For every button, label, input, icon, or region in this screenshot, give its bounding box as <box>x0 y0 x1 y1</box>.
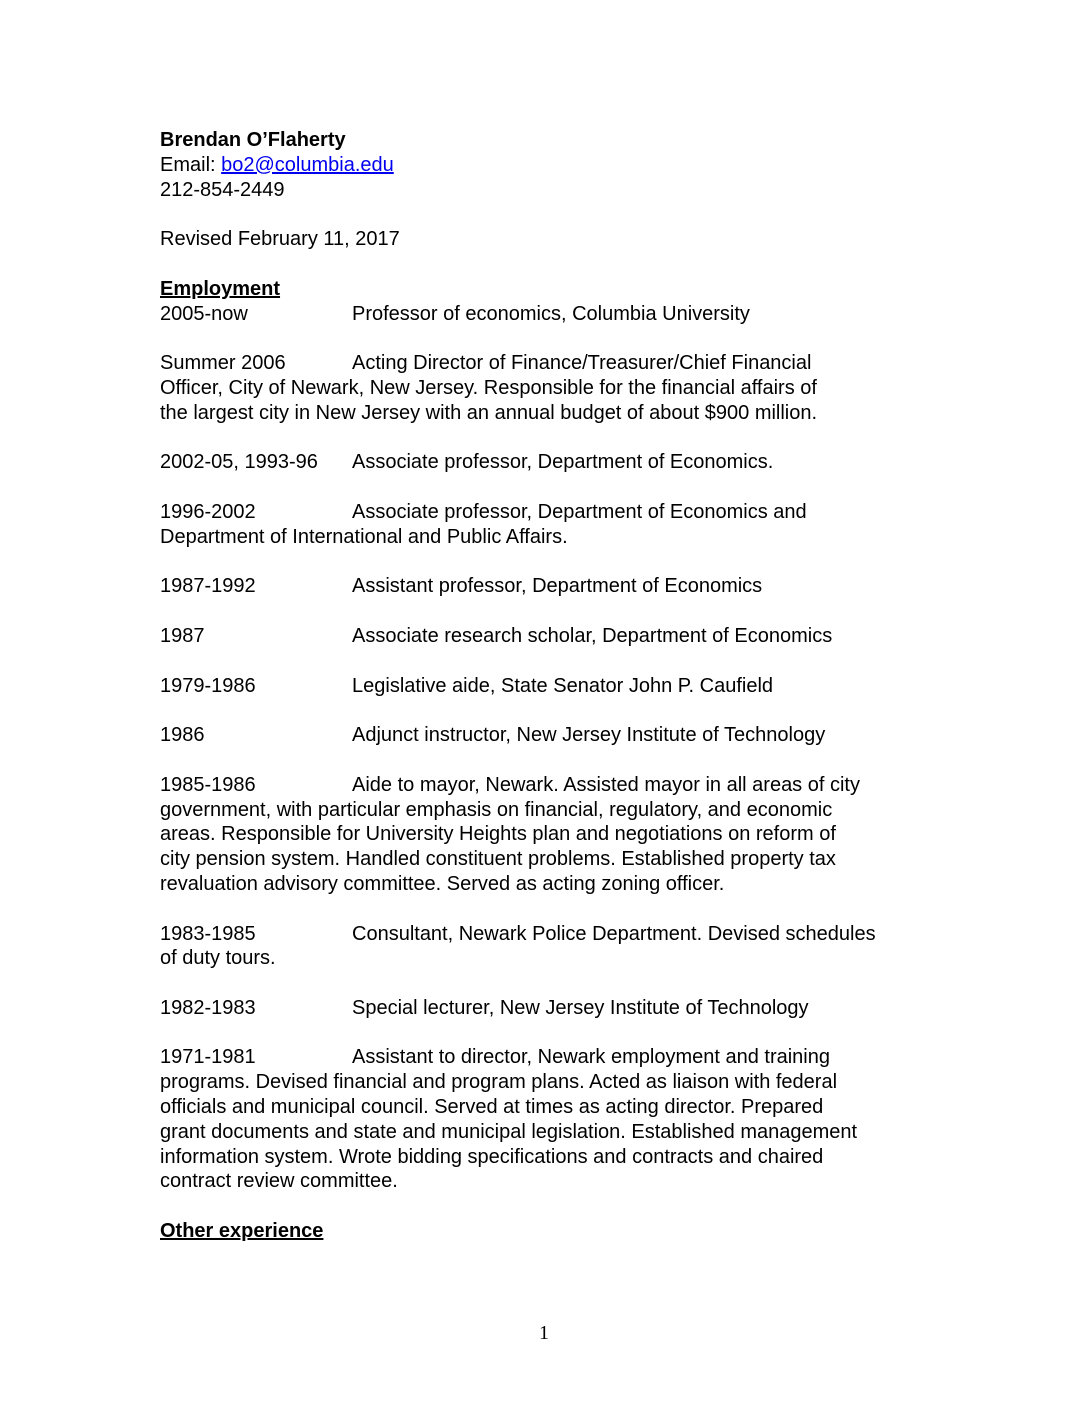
employment-entry <box>160 674 930 699</box>
spacer <box>160 971 930 996</box>
employment-entry <box>160 450 930 475</box>
spacer <box>160 649 930 674</box>
spacer <box>160 475 930 500</box>
email-line <box>160 153 930 178</box>
spacer <box>160 698 930 723</box>
employment-date: 1987 <box>160 624 205 647</box>
spacer <box>160 550 930 575</box>
employment-description: areas. Responsible for University Heights plan and negotiations on reform of <box>160 823 836 846</box>
employment-entry <box>160 996 930 1021</box>
employment-description: Legislative aide, State Senator John P. Caufield <box>352 674 774 697</box>
employment-entry <box>160 723 930 748</box>
employment-description: Adjunct instructor, New Jersey Institute of Technology <box>352 724 826 747</box>
employment-entry <box>160 1045 930 1194</box>
employment-date: 1987-1992 <box>160 575 256 598</box>
employment-entry-continuation <box>160 1169 930 1194</box>
employment-description: programs. Devised financial and program plans. Acted as liaison with federal <box>160 1071 838 1094</box>
revised-date: Revised February 11, 2017 <box>160 228 400 251</box>
employment-entry-continuation <box>160 1095 930 1120</box>
spacer <box>160 252 930 277</box>
employment-entry-first-line <box>160 302 930 327</box>
employment-list <box>160 302 930 1219</box>
employment-entry-continuation <box>160 946 930 971</box>
employment-date: 1996-2002 <box>160 500 256 523</box>
employment-date: 1971-1981 <box>160 1046 256 1069</box>
employment-entry-continuation <box>160 376 930 401</box>
employment-date: 1982-1983 <box>160 996 256 1019</box>
employment-date: 1983-1985 <box>160 922 256 945</box>
employment-description: Associate professor, Department of Economics and <box>352 500 807 523</box>
spacer <box>160 1021 930 1046</box>
employment-entry-continuation <box>160 847 930 872</box>
employment-entry-first-line <box>160 922 930 947</box>
spacer <box>160 748 930 773</box>
employment-entry-first-line <box>160 773 930 798</box>
employment-entry-first-line <box>160 674 930 699</box>
page-number: 1 <box>539 1322 549 1344</box>
employment-date: 2002-05, 1993-96 <box>160 451 318 474</box>
employment-description: Assistant professor, Department of Economics <box>352 575 763 598</box>
employment-entry-first-line <box>160 450 930 475</box>
employment-entry-first-line <box>160 500 930 525</box>
employment-description: revaluation advisory committee. Served as acting zoning officer. <box>160 872 725 895</box>
employment-entry-first-line <box>160 996 930 1021</box>
email-label: Email: <box>160 153 222 176</box>
employment-entry-continuation <box>160 872 930 897</box>
employment-description: Special lecturer, New Jersey Institute of Technology <box>352 996 809 1019</box>
spacer <box>160 1194 930 1219</box>
employment-entry <box>160 500 930 550</box>
employment-entry-first-line <box>160 574 930 599</box>
employment-description: Officer, City of Newark, New Jersey. Responsible for the financial affairs of <box>160 376 817 399</box>
employment-entry-continuation <box>160 798 930 823</box>
employment-date: 1985-1986 <box>160 773 256 796</box>
employment-entry <box>160 624 930 649</box>
employment-description: Assistant to director, Newark employment and training <box>352 1046 830 1069</box>
employment-description: Professor of economics, Columbia University <box>352 302 750 325</box>
employment-description: Department of International and Public Affairs. <box>160 525 568 548</box>
employment-entry-continuation <box>160 401 930 426</box>
employment-entry-first-line <box>160 1045 930 1070</box>
spacer <box>160 426 930 451</box>
employment-entry <box>160 302 930 327</box>
spacer <box>160 599 930 624</box>
employment-entry-first-line <box>160 624 930 649</box>
employment-date: 1986 <box>160 724 205 747</box>
employment-entry-continuation <box>160 1145 930 1170</box>
employment-description: information system. Wrote bidding specifications and contracts and chaired <box>160 1145 824 1168</box>
employment-entry-first-line <box>160 351 930 376</box>
spacer <box>160 326 930 351</box>
employment-description: contract review committee. <box>160 1170 398 1193</box>
employment-description: of duty tours. <box>160 947 276 970</box>
employment-description: Acting Director of Finance/Treasurer/Chief Financial <box>352 352 812 375</box>
employment-entry-first-line <box>160 723 930 748</box>
employment-date: 2005-now <box>160 302 248 325</box>
employment-entry <box>160 351 930 425</box>
employment-date: 1979-1986 <box>160 674 256 697</box>
spacer <box>160 202 930 227</box>
employment-date: Summer 2006 <box>160 352 286 375</box>
employment-description: the largest city in New Jersey with an annual budget of about $900 million. <box>160 401 818 424</box>
employment-entry <box>160 922 930 972</box>
author-name: Brendan O’Flaherty <box>160 129 346 151</box>
employment-entry-continuation <box>160 525 930 550</box>
employment-description: government, with particular emphasis on financial, regulatory, and economic <box>160 798 833 821</box>
email-link[interactable]: bo2@columbia.edu <box>221 153 394 176</box>
employment-description: Associate research scholar, Department of Economics <box>352 624 833 647</box>
employment-heading: Employment <box>160 277 281 300</box>
employment-entry <box>160 773 930 897</box>
cv-content <box>160 128 930 1244</box>
employment-entry-continuation <box>160 1070 930 1095</box>
employment-description: grant documents and state and municipal legislation. Established management <box>160 1120 858 1143</box>
phone-number: 212-854-2449 <box>160 178 285 201</box>
other-experience-heading: Other experience <box>160 1220 324 1243</box>
employment-entry-continuation <box>160 1120 930 1145</box>
employment-description: city pension system. Handled constituent problems. Established property tax <box>160 848 836 871</box>
employment-description: officials and municipal council. Served at times as acting director. Prepared <box>160 1096 824 1119</box>
employment-description: Consultant, Newark Police Department. Devised schedules <box>352 922 876 945</box>
spacer <box>160 897 930 922</box>
employment-entry <box>160 574 930 599</box>
employment-entry-continuation <box>160 822 930 847</box>
employment-description: Aide to mayor, Newark. Assisted mayor in all areas of city <box>352 773 860 796</box>
employment-description: Associate professor, Department of Economics. <box>352 451 774 474</box>
